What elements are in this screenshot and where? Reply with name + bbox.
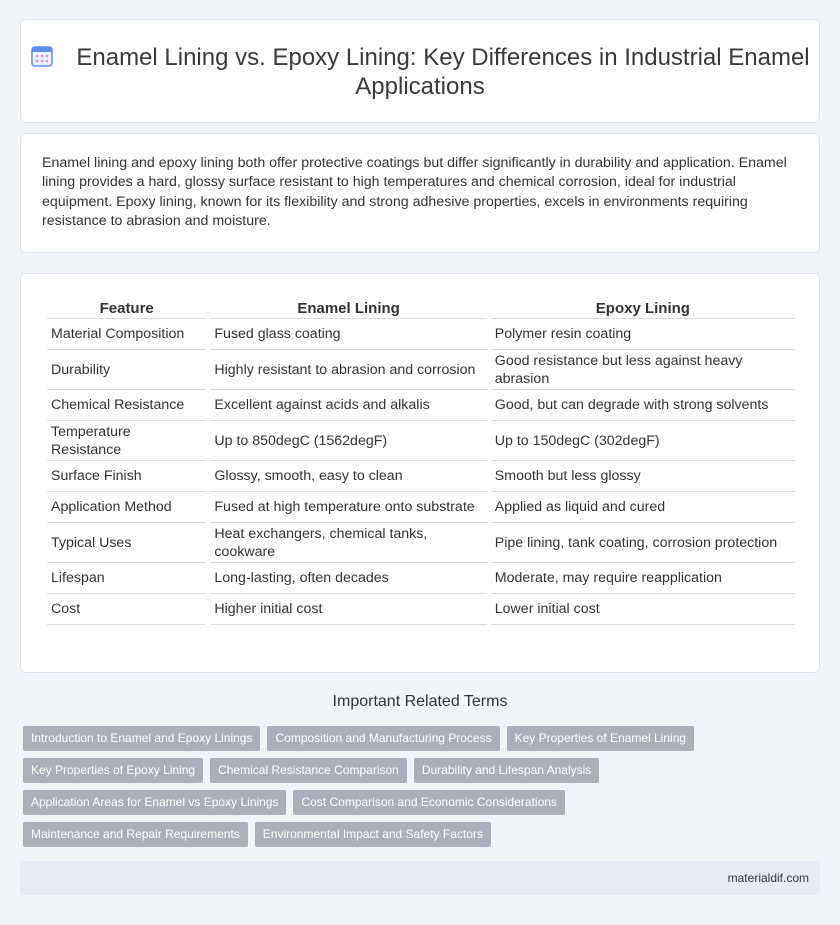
enamel-cell: Excellent against acids and alkalis <box>210 390 486 421</box>
feature-cell: Temperature Resistance <box>47 421 206 461</box>
enamel-cell: Heat exchangers, chemical tanks, cookware <box>210 523 486 563</box>
table-row <box>47 390 795 421</box>
related-term-tag[interactable]: Application Areas for Enamel vs Epoxy Linings <box>23 790 286 815</box>
enamel-cell: Long-lasting, often decades <box>210 563 486 594</box>
feature-cell: Durability <box>47 350 206 390</box>
enamel-cell: Fused at high temperature onto substrate <box>210 492 486 523</box>
related-term-tag[interactable]: Key Properties of Epoxy Lining <box>23 758 203 783</box>
epoxy-cell: Applied as liquid and cured <box>491 492 795 523</box>
enamel-cell: Fused glass coating <box>210 319 486 350</box>
column-header-enamel: Enamel Lining <box>210 296 486 319</box>
table-row <box>47 563 795 594</box>
title-card <box>20 19 820 123</box>
feature-cell: Cost <box>47 594 206 625</box>
related-term-tag[interactable]: Key Properties of Enamel Lining <box>507 726 694 751</box>
related-term-tag[interactable]: Cost Comparison and Economic Considerations <box>293 790 564 815</box>
intro-card <box>20 133 820 253</box>
footer-site-link[interactable]: materialdif.com <box>727 871 809 885</box>
enamel-cell: Highly resistant to abrasion and corrosion <box>210 350 486 390</box>
enamel-cell: Up to 850degC (1562degF) <box>210 421 486 461</box>
epoxy-cell: Up to 150degC (302degF) <box>491 421 795 461</box>
table-row <box>47 523 795 563</box>
epoxy-cell: Lower initial cost <box>491 594 795 625</box>
feature-cell: Surface Finish <box>47 461 206 492</box>
enamel-cell: Glossy, smooth, easy to clean <box>210 461 486 492</box>
column-header-epoxy: Epoxy Lining <box>491 296 795 319</box>
epoxy-cell: Smooth but less glossy <box>491 461 795 492</box>
table-row <box>47 492 795 523</box>
column-header-feature: Feature <box>47 296 206 319</box>
page-title-text: Enamel Lining vs. Epoxy Lining: Key Differences in Industrial Enamel Applications <box>76 44 810 100</box>
table-row <box>47 461 795 492</box>
feature-cell: Application Method <box>47 492 206 523</box>
epoxy-cell: Polymer resin coating <box>491 319 795 350</box>
related-term-tag[interactable]: Composition and Manufacturing Process <box>267 726 499 751</box>
feature-cell: Material Composition <box>47 319 206 350</box>
epoxy-cell: Good resistance but less against heavy abrasion <box>491 350 795 390</box>
table-row <box>47 421 795 461</box>
related-term-tag[interactable]: Maintenance and Repair Requirements <box>23 822 248 847</box>
comparison-table <box>43 296 799 625</box>
comparison-card <box>20 273 820 673</box>
related-term-tag[interactable]: Durability and Lifespan Analysis <box>414 758 599 783</box>
related-term-tag[interactable]: Chemical Resistance Comparison <box>210 758 407 783</box>
footer <box>20 861 820 895</box>
epoxy-cell: Moderate, may require reapplication <box>491 563 795 594</box>
table-row <box>47 319 795 350</box>
related-terms-list <box>23 726 803 854</box>
table-row <box>47 594 795 625</box>
epoxy-cell: Pipe lining, tank coating, corrosion protection <box>491 523 795 563</box>
page-title <box>21 43 819 101</box>
feature-cell: Lifespan <box>47 563 206 594</box>
related-term-tag[interactable]: Environmental Impact and Safety Factors <box>255 822 491 847</box>
intro-paragraph: Enamel lining and epoxy lining both offer protective coatings but differ significantly in durability and application. Enamel lining provides a hard, glossy surface resistant to high temperatures and chemical corrosion, ideal for industrial equipment. Epoxy lining, known for its flexibility and strong adhesive properties, excels in environments requiring resistance to abrasion and moisture. <box>42 155 787 230</box>
calendar-icon <box>30 44 54 68</box>
enamel-cell: Higher initial cost <box>210 594 486 625</box>
table-row <box>47 350 795 390</box>
epoxy-cell: Good, but can degrade with strong solvents <box>491 390 795 421</box>
related-terms-heading: Important Related Terms <box>332 693 508 710</box>
feature-cell: Typical Uses <box>47 523 206 563</box>
feature-cell: Chemical Resistance <box>47 390 206 421</box>
related-term-tag[interactable]: Introduction to Enamel and Epoxy Linings <box>23 726 260 751</box>
table-header-row <box>47 296 795 319</box>
